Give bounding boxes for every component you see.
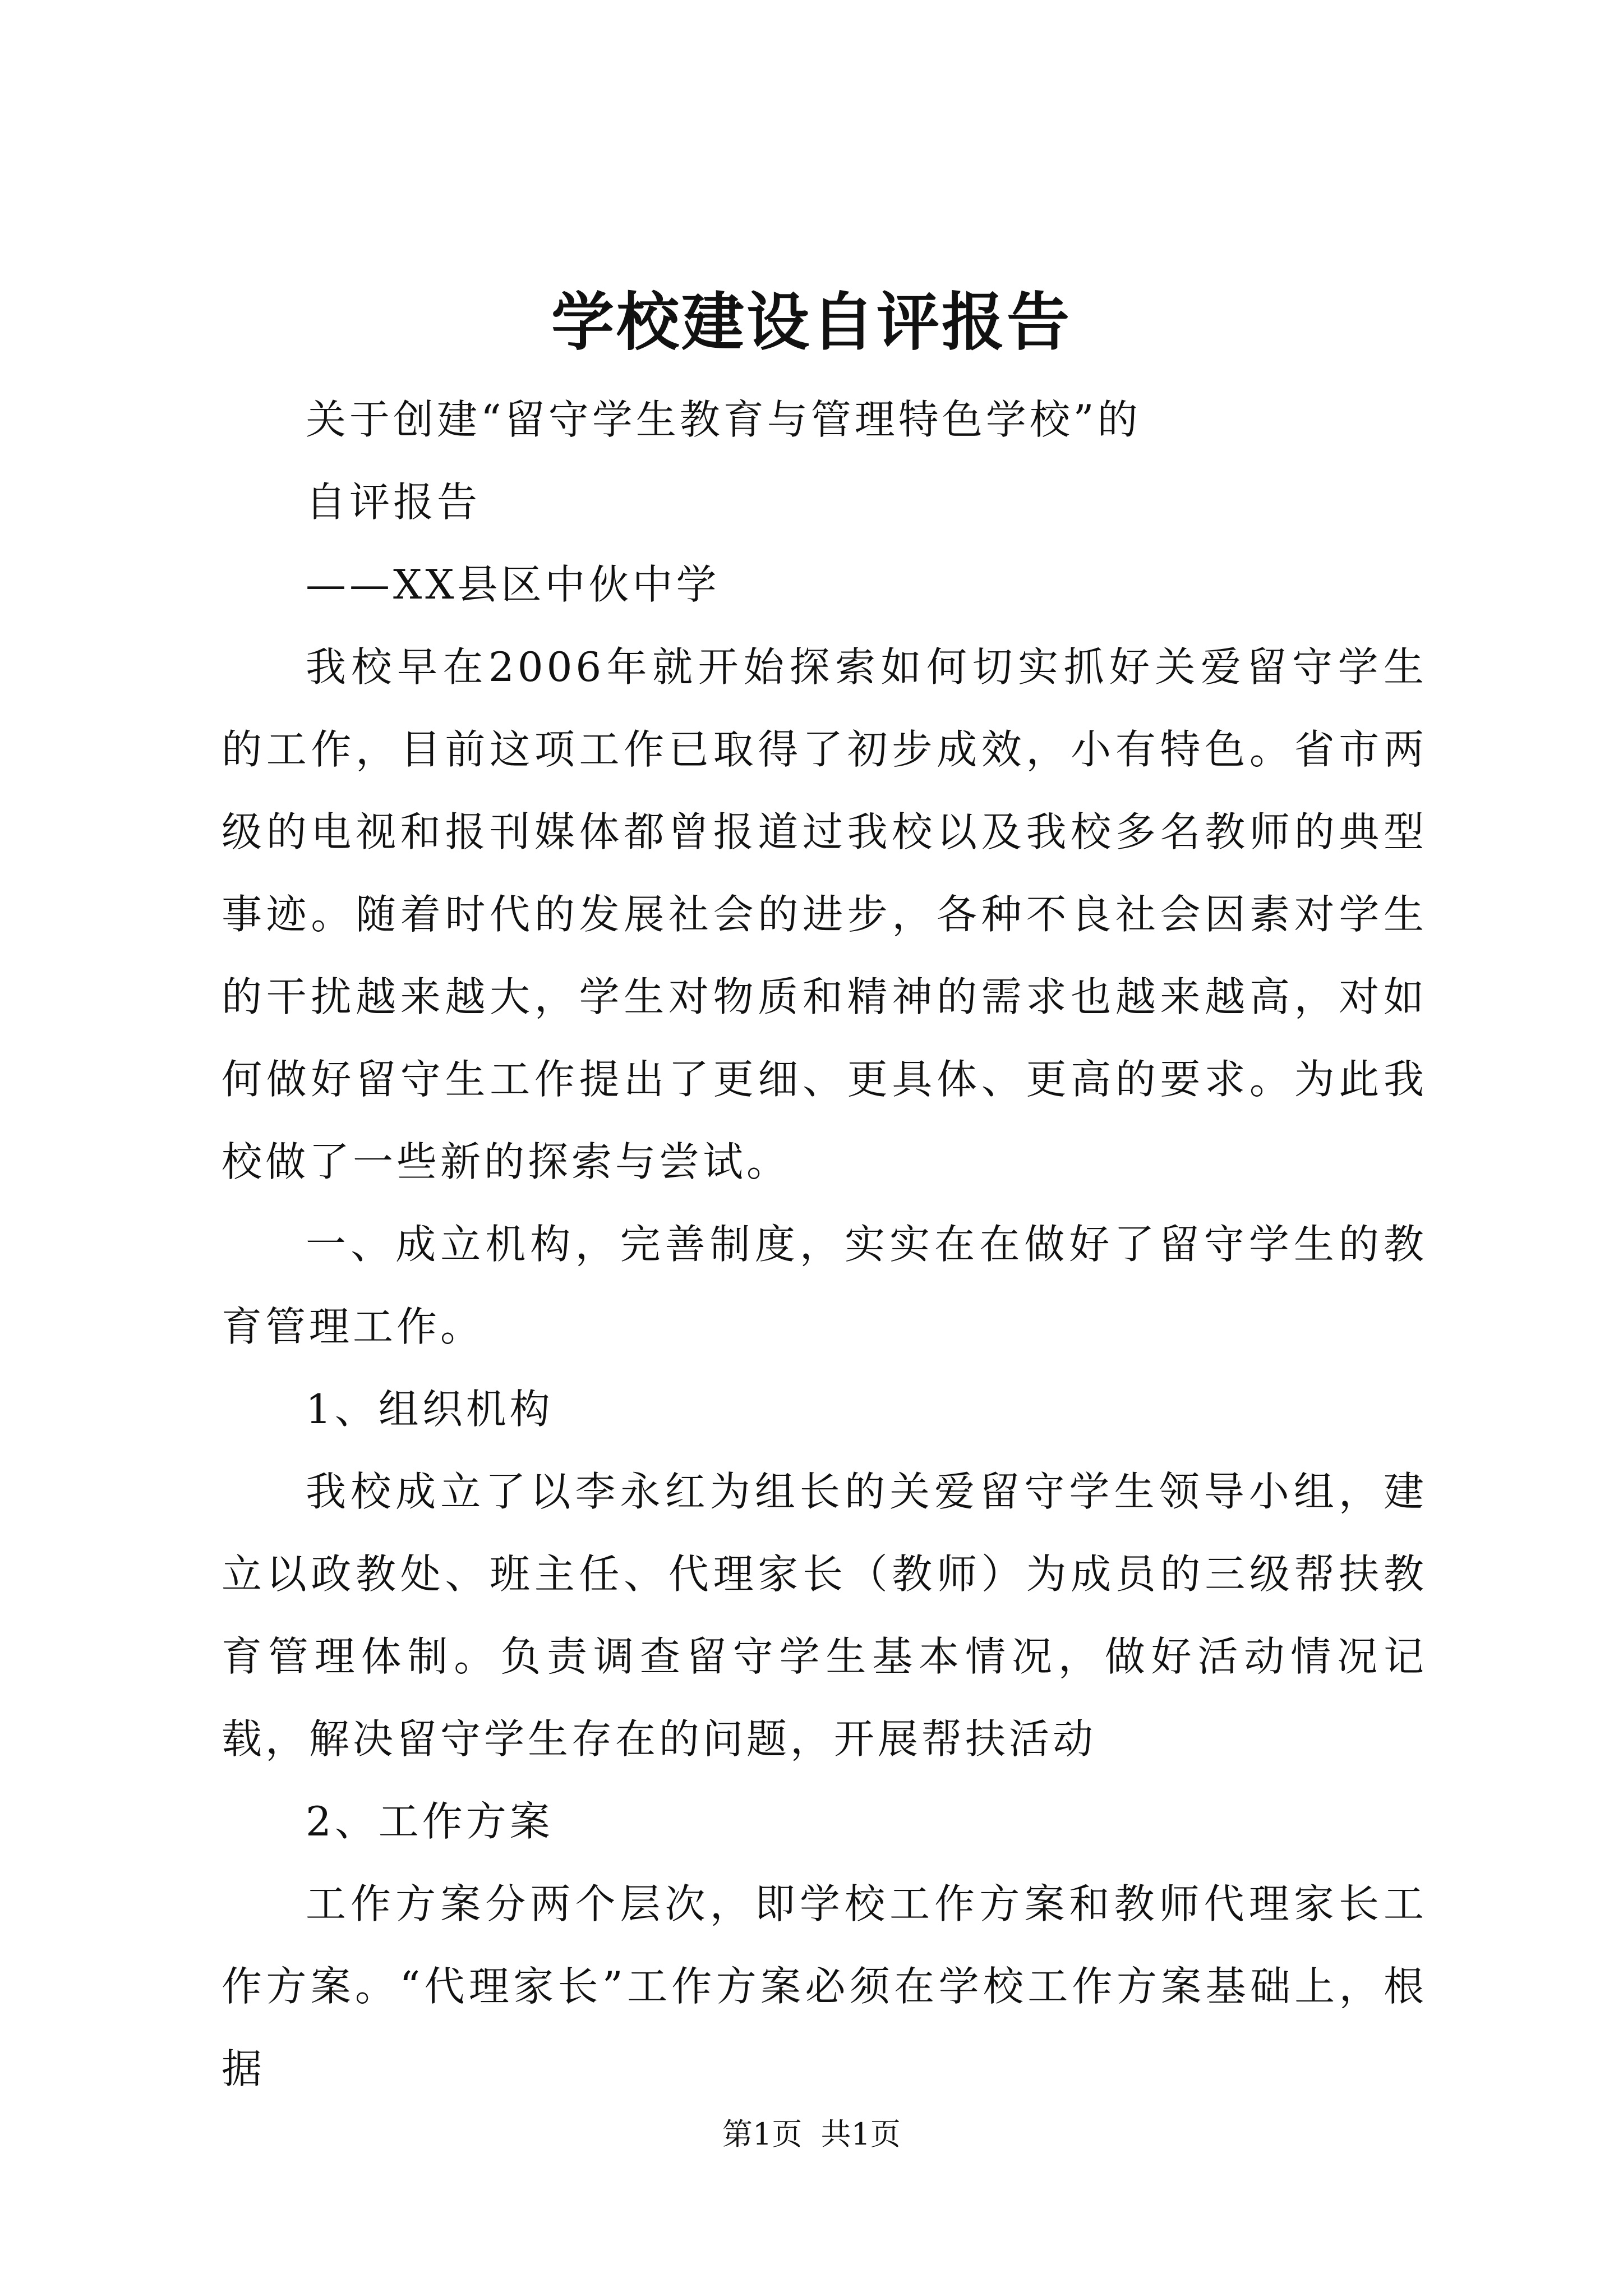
subheading-work-plan: 2、工作方案 xyxy=(306,1798,554,1845)
subtitle-line-1: 关于创建“留守学生教育与管理特色学校”的 xyxy=(306,396,1141,443)
school-name-line: ——XX县区中伙中学 xyxy=(306,561,720,608)
organization-paragraph: 我校成立了以李永红为组长的关爱留守学生领导小组，建立以政教处、班主任、代理家长（教师）为成员的三级帮扶教育管理体制。负责调查留守学生基本情况，做好活动情况记载，解决留守学生存在的问题，开展帮扶活动 xyxy=(222,1468,1427,1763)
page-number: 第1页 xyxy=(722,2116,803,2152)
document-body xyxy=(222,379,1427,2110)
subheading-organization: 1、组织机构 xyxy=(306,1386,554,1433)
section-heading-1: 一、成立机构，完善制度，实实在在做好了留守学生的教育管理工作。 xyxy=(222,1221,1427,1350)
page-footer xyxy=(0,2115,1623,2154)
subtitle-line-2: 自评报告 xyxy=(306,478,481,526)
intro-paragraph: 我校早在2006年就开始探索如何切实抓好关爱留守学生的工作，目前这项工作已取得了初步成效，小有特色。省市两级的电视和报刊媒体都曾报道过我校以及我校多名教师的典型事迹。随着时代的发展社会的进步，各种不良社会因素对学生的干扰越来越大，学生对物质和精神的需求也越来越高，对如何做好留守生工作提出了更细、更具体、更高的要求。为此我校做了一些新的探索与尝试。 xyxy=(222,643,1427,1185)
document-title: 学校建设自评报告 xyxy=(551,286,1072,359)
page-total: 共1页 xyxy=(820,2116,901,2152)
work-plan-paragraph: 工作方案分两个层次，即学校工作方案和教师代理家长工作方案。“代理家长”工作方案必须在学校工作方案基础上，根据 xyxy=(222,1880,1427,2092)
